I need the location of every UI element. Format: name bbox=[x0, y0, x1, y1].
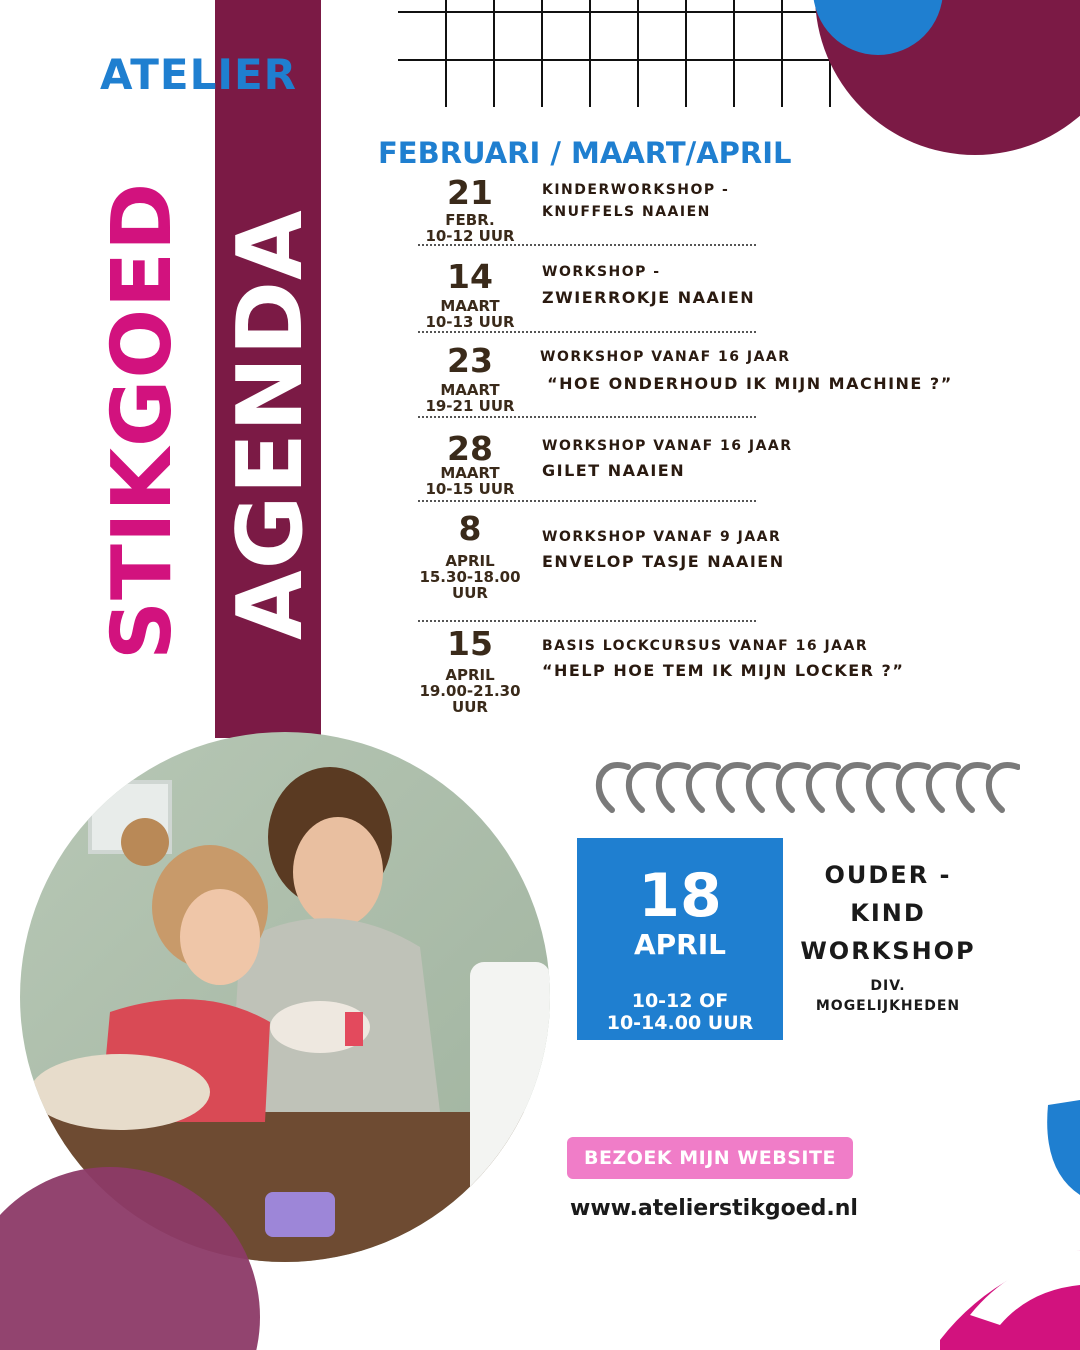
workshop-photo bbox=[0, 722, 560, 1350]
featured-subtitle: DIV. MOGELIJKHEDEN bbox=[815, 978, 961, 1014]
brand-atelier: ATELIER bbox=[100, 50, 298, 99]
event-title: WORKSHOP VANAF 16 JAAR bbox=[540, 349, 791, 365]
website-url-link[interactable]: www.atelierstikgoed.nl bbox=[570, 1196, 858, 1221]
event-title: KINDERWORKSHOP - bbox=[542, 182, 730, 198]
event-date-time: MAART 10-13 UUR bbox=[425, 297, 515, 331]
divider bbox=[418, 500, 756, 502]
divider bbox=[418, 244, 756, 246]
corner-circles-decoration bbox=[800, 0, 1080, 230]
event-subtitle: “HELP HOE TEM IK MIJN LOCKER ?” bbox=[542, 661, 905, 680]
spiral-binding-decoration bbox=[590, 755, 1020, 825]
event-subtitle: ENVELOP TASJE NAAIEN bbox=[542, 552, 785, 571]
event-day: 14 bbox=[447, 257, 493, 296]
featured-month: APRIL bbox=[633, 928, 726, 961]
event-title: WORKSHOP VANAF 16 JAAR bbox=[542, 438, 793, 454]
divider bbox=[418, 416, 756, 418]
event-date-time: MAART 10-15 UUR bbox=[425, 464, 515, 498]
event-date-time: APRIL 15.30-18.00 UUR bbox=[419, 552, 521, 602]
event-date-time: FEBR. 10-12 UUR bbox=[425, 211, 515, 245]
brand-stikgoed: STIKGOED bbox=[95, 181, 190, 660]
event-day: 8 bbox=[458, 509, 482, 548]
event-subtitle: KNUFFELS NAAIEN bbox=[542, 204, 711, 220]
event-day: 23 bbox=[447, 341, 493, 380]
divider bbox=[418, 620, 756, 622]
featured-day: 18 bbox=[638, 861, 722, 931]
event-subtitle: ZWIERROKJE NAAIEN bbox=[542, 288, 756, 307]
event-date-time: APRIL 19.00-21.30 UUR bbox=[419, 666, 521, 716]
event-date-time: MAART 19-21 UUR bbox=[425, 381, 515, 415]
featured-date-box bbox=[577, 838, 783, 1040]
event-day: 15 bbox=[447, 624, 493, 663]
featured-time: 10-12 OF 10-14.00 UUR bbox=[606, 990, 754, 1034]
event-title: WORKSHOP - bbox=[542, 264, 661, 280]
event-title: BASIS LOCKCURSUS VANAF 16 JAAR bbox=[542, 638, 869, 654]
event-title: WORKSHOP VANAF 9 JAAR bbox=[542, 529, 782, 545]
event-subtitle: “HOE ONDERHOUD IK MIJN MACHINE ?” bbox=[540, 374, 953, 393]
event-day: 28 bbox=[447, 429, 493, 468]
featured-title: OUDER - KIND WORKSHOP bbox=[800, 861, 976, 965]
event-item bbox=[420, 173, 520, 212]
divider bbox=[418, 331, 756, 333]
grid-decoration bbox=[398, 0, 838, 107]
period-heading: FEBRUARI / MAART/APRIL bbox=[378, 136, 792, 170]
event-subtitle: GILET NAAIEN bbox=[542, 461, 686, 480]
visit-website-button[interactable]: BEZOEK MIJN WEBSITE bbox=[567, 1137, 853, 1179]
event-day: 21 bbox=[447, 173, 493, 212]
corner-arc-decoration bbox=[930, 1100, 1080, 1350]
agenda-title: AGENDA bbox=[218, 209, 323, 640]
